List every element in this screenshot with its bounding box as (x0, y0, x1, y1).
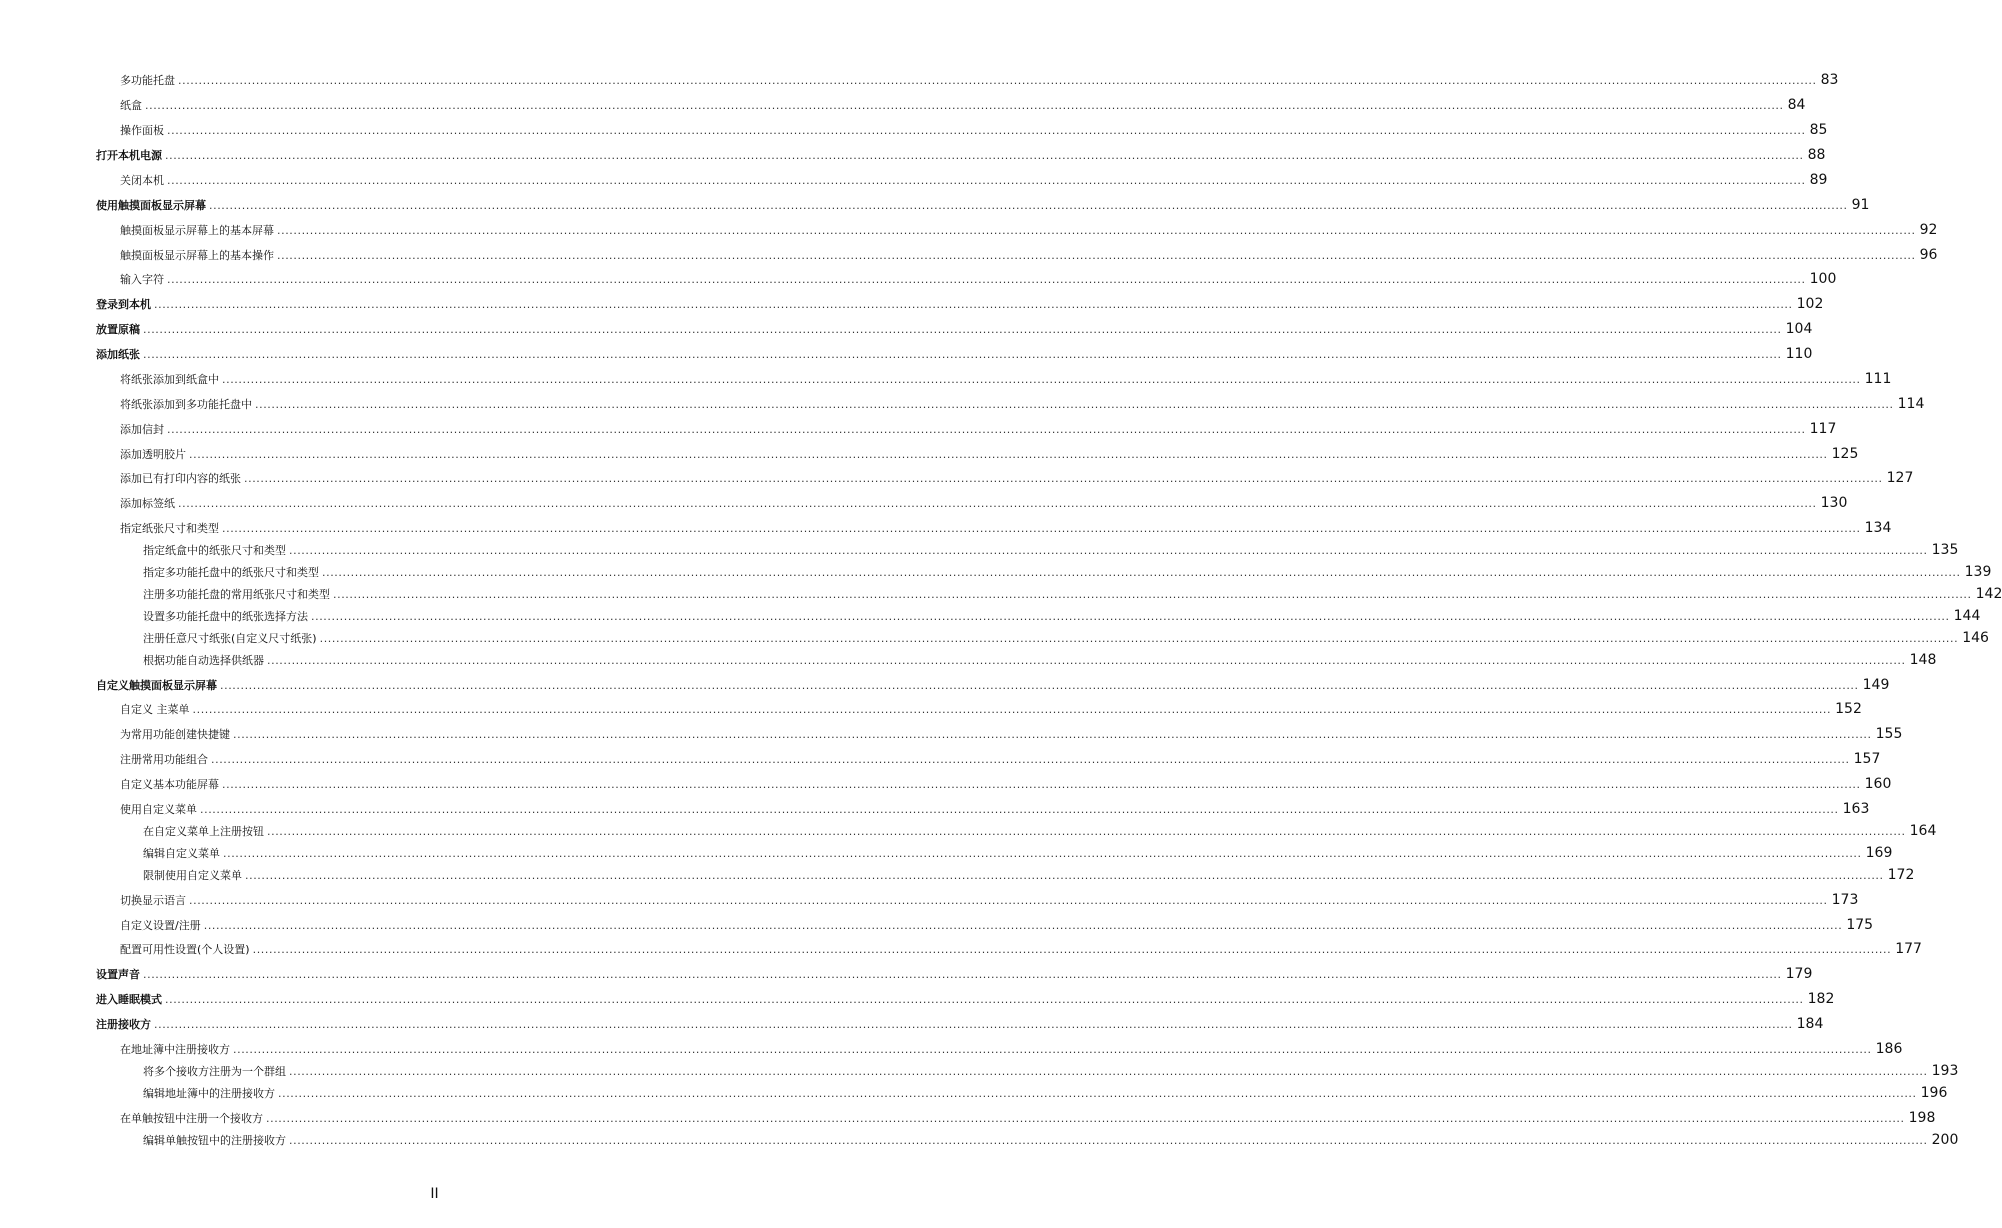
toc-entry-page: 160 (1864, 776, 1892, 792)
toc-entry[interactable] (0, 1106, 1936, 1126)
toc-entry-title: 自定义基本功能屏幕 (120, 778, 219, 791)
toc-entry-page: 104 (1785, 321, 1813, 337)
toc-entry[interactable] (0, 93, 1806, 113)
toc-entry-page: 100 (1809, 271, 1837, 287)
dot-leader: ................................................................................................................................................................................................................................................................................................................................................................................................................ (165, 993, 1804, 1006)
toc-entry-title: 切换显示语言 (120, 894, 186, 907)
toc-entry-title: 在自定义菜单上注册按钮 (143, 825, 264, 838)
toc-entry-title: 设置声音 (96, 968, 140, 981)
toc-entry-title: 触摸面板显示屏幕上的基本屏幕 (120, 224, 274, 237)
toc-entry-title: 放置原稿 (96, 323, 140, 336)
dot-leader: ................................................................................................................................................................................................................................................................................................................................................................................................................ (189, 894, 1828, 907)
dot-leader: ................................................................................................................................................................................................................................................................................................................................................................................................................ (220, 679, 1859, 692)
dot-leader: ................................................................................................................................................................................................................................................................................................................................................................................................................ (143, 323, 1782, 336)
toc-entry[interactable] (0, 863, 1915, 883)
dot-leader: ................................................................................................................................................................................................................................................................................................................................................................................................................ (143, 968, 1782, 981)
toc-entry-title: 将多个接收方注册为一个群组 (143, 1065, 286, 1078)
toc-entry[interactable] (0, 819, 1937, 839)
toc-entry-page: 148 (1909, 652, 1937, 668)
toc-entry-page: 142 (1975, 586, 2002, 602)
toc-entry[interactable] (0, 626, 1989, 646)
toc-entry[interactable] (0, 367, 1892, 387)
toc-entry-page: 134 (1864, 520, 1892, 536)
toc-entry-page: 163 (1842, 801, 1870, 817)
dot-leader: ................................................................................................................................................................................................................................................................................................................................................................................................................ (178, 497, 1817, 510)
toc-entry-page: 149 (1862, 677, 1890, 693)
toc-entry-title: 自定义设置/注册 (120, 919, 201, 932)
dot-leader: ................................................................................................................................................................................................................................................................................................................................................................................................................ (289, 544, 1928, 557)
toc-entry-title: 操作面板 (120, 124, 164, 137)
toc-entry-page: 152 (1835, 701, 1862, 717)
toc-entry[interactable] (0, 168, 1828, 188)
toc-entry[interactable] (0, 772, 1892, 792)
toc-entry-title: 指定纸张尺寸和类型 (120, 522, 219, 535)
toc-entry-page: 85 (1809, 122, 1828, 138)
dot-leader: ................................................................................................................................................................................................................................................................................................................................................................................................................ (267, 654, 1906, 667)
toc-entry-title: 为常用功能创建快捷键 (120, 728, 230, 741)
dot-leader: ................................................................................................................................................................................................................................................................................................................................................................................................................ (189, 448, 1828, 461)
toc-entry[interactable] (0, 267, 1837, 287)
toc-entry[interactable] (0, 797, 1870, 817)
dot-leader: ................................................................................................................................................................................................................................................................................................................................................................................................................ (289, 1134, 1928, 1147)
dot-leader: ................................................................................................................................................................................................................................................................................................................................................................................................................ (255, 398, 1894, 411)
toc-entry[interactable] (0, 582, 2002, 602)
dot-leader: ................................................................................................................................................................................................................................................................................................................................................................................................................ (277, 249, 1916, 262)
dot-leader: ................................................................................................................................................................................................................................................................................................................................................................................................................ (223, 847, 1862, 860)
toc-entry-page: 164 (1909, 823, 1937, 839)
toc-entry[interactable] (0, 888, 1859, 908)
toc-entry[interactable] (0, 442, 1859, 462)
dot-leader: ................................................................................................................................................................................................................................................................................................................................................................................................................ (200, 803, 1839, 816)
toc-entry-page: 135 (1931, 542, 1959, 558)
toc-entry-page: 139 (1964, 564, 1992, 580)
toc-entry[interactable] (0, 68, 1839, 88)
toc-entry-title: 设置多功能托盘中的纸张选择方法 (143, 610, 308, 623)
toc-entry-page: 125 (1831, 446, 1859, 462)
toc-entry-title: 纸盒 (120, 99, 142, 112)
toc-entry-title: 将纸张添加到纸盒中 (120, 373, 219, 386)
dot-leader: ................................................................................................................................................................................................................................................................................................................................................................................................................ (143, 348, 1782, 361)
toc-entry-title: 注册接收方 (96, 1018, 151, 1031)
dot-leader: ................................................................................................................................................................................................................................................................................................................................................................................................................ (222, 778, 1861, 791)
toc-entry[interactable] (0, 962, 1813, 982)
toc-entry[interactable] (0, 722, 1903, 742)
toc-entry-page: 172 (1887, 867, 1915, 883)
dot-leader: ................................................................................................................................................................................................................................................................................................................................................................................................................ (245, 869, 1884, 882)
dot-leader: ................................................................................................................................................................................................................................................................................................................................................................................................................ (244, 472, 1883, 485)
dot-leader: ................................................................................................................................................................................................................................................................................................................................................................................................................ (222, 373, 1861, 386)
toc-entry[interactable] (0, 317, 1813, 337)
toc-entry[interactable] (0, 1059, 1959, 1079)
toc-entry-page: 186 (1875, 1041, 1903, 1057)
dot-leader: ................................................................................................................................................................................................................................................................................................................................................................................................................ (311, 610, 1950, 623)
toc-entry-title: 使用触摸面板显示屏幕 (96, 199, 206, 212)
toc-entry-page: 169 (1865, 845, 1893, 861)
dot-leader: ................................................................................................................................................................................................................................................................................................................................................................................................................ (233, 1043, 1872, 1056)
toc-entry[interactable] (0, 747, 1881, 767)
toc-entry-page: 114 (1897, 396, 1925, 412)
toc-entry-page: 179 (1785, 966, 1813, 982)
toc-entry-title: 添加透明胶片 (120, 448, 186, 461)
toc-entry-title: 限制使用自定义菜单 (143, 869, 242, 882)
toc-entry[interactable] (0, 218, 1938, 238)
toc-entry-title: 关闭本机 (120, 174, 164, 187)
toc-entry[interactable] (0, 466, 1914, 486)
toc-entry-title: 登录到本机 (96, 298, 151, 311)
toc-entry-page: 127 (1886, 470, 1914, 486)
dot-leader: ................................................................................................................................................................................................................................................................................................................................................................................................................ (278, 1087, 1917, 1100)
dot-leader: ................................................................................................................................................................................................................................................................................................................................................................................................................ (322, 566, 1961, 579)
toc-entry[interactable] (0, 392, 1925, 412)
toc-entry-title: 添加已有打印内容的纸张 (120, 472, 241, 485)
toc-entry[interactable] (0, 243, 1938, 263)
dot-leader: ................................................................................................................................................................................................................................................................................................................................................................................................................ (192, 703, 1832, 716)
toc-entry-page: 198 (1908, 1110, 1936, 1126)
toc-entry-page: 88 (1807, 147, 1826, 163)
dot-leader: ................................................................................................................................................................................................................................................................................................................................................................................................................ (203, 919, 1843, 932)
toc-entry-page: 84 (1787, 97, 1806, 113)
dot-leader: ................................................................................................................................................................................................................................................................................................................................................................................................................ (167, 124, 1806, 137)
toc-entry-page: 144 (1953, 608, 1981, 624)
dot-leader: ................................................................................................................................................................................................................................................................................................................................................................................................................ (154, 1018, 1793, 1031)
dot-leader: ................................................................................................................................................................................................................................................................................................................................................................................................................ (167, 423, 1806, 436)
toc-entry-page: 182 (1807, 991, 1835, 1007)
toc-entry-title: 编辑地址簿中的注册接收方 (143, 1087, 275, 1100)
dot-leader: ................................................................................................................................................................................................................................................................................................................................................................................................................ (154, 298, 1793, 311)
toc-entry-title: 打开本机电源 (96, 149, 162, 162)
toc-entry-page: 146 (1962, 630, 1989, 646)
toc-entry[interactable] (0, 193, 1870, 213)
toc-entry[interactable] (0, 143, 1826, 163)
dot-leader: ................................................................................................................................................................................................................................................................................................................................................................................................................ (209, 199, 1848, 212)
toc-entry-title: 配置可用性设置(个人设置) (120, 943, 250, 956)
toc-entry-title: 添加标签纸 (120, 497, 175, 510)
dot-leader: ................................................................................................................................................................................................................................................................................................................................................................................................................ (222, 522, 1861, 535)
toc-entry[interactable] (0, 538, 1959, 558)
toc-entry-title: 编辑自定义菜单 (143, 847, 220, 860)
toc-entry-title: 注册多功能托盘的常用纸张尺寸和类型 (143, 588, 330, 601)
toc-entry-page: 83 (1820, 72, 1839, 88)
toc-entry-page: 110 (1785, 346, 1813, 362)
toc-entry-title: 添加纸张 (96, 348, 140, 361)
toc-entry-page: 155 (1875, 726, 1903, 742)
dot-leader: ................................................................................................................................................................................................................................................................................................................................................................................................................ (252, 943, 1892, 956)
toc-entry-title: 在单触按钮中注册一个接收方 (120, 1112, 263, 1125)
toc-entry[interactable] (0, 913, 1874, 933)
dot-leader: ................................................................................................................................................................................................................................................................................................................................................................................................................ (333, 588, 1972, 601)
toc-entry[interactable] (0, 1037, 1903, 1057)
page-number: II (430, 1186, 439, 1202)
toc-entry-title: 根据功能自动选择供纸器 (143, 654, 264, 667)
toc-entry[interactable] (0, 673, 1890, 693)
toc-entry-title: 进入睡眠模式 (96, 993, 162, 1006)
dot-leader: ................................................................................................................................................................................................................................................................................................................................................................................................................ (289, 1065, 1928, 1078)
toc-entry[interactable] (0, 342, 1813, 362)
toc-entry[interactable] (0, 937, 1922, 957)
toc-entry[interactable] (0, 604, 1981, 624)
dot-leader: ................................................................................................................................................................................................................................................................................................................................................................................................................ (319, 632, 1959, 645)
toc-entry-page: 96 (1919, 247, 1938, 263)
toc-entry-page: 175 (1846, 917, 1874, 933)
dot-leader: ................................................................................................................................................................................................................................................................................................................................................................................................................ (266, 1112, 1905, 1125)
toc-entry[interactable] (0, 118, 1828, 138)
toc-entry[interactable] (0, 841, 1893, 861)
toc-entry-title: 使用自定义菜单 (120, 803, 197, 816)
toc-entry-title: 自定义 主菜单 (120, 703, 190, 716)
dot-leader: ................................................................................................................................................................................................................................................................................................................................................................................................................ (178, 74, 1817, 87)
dot-leader: ................................................................................................................................................................................................................................................................................................................................................................................................................ (233, 728, 1872, 741)
toc-entry-title: 指定多功能托盘中的纸张尺寸和类型 (143, 566, 319, 579)
toc-entry-page: 193 (1931, 1063, 1959, 1079)
toc-entry-title: 输入字符 (120, 273, 164, 286)
toc-entry-title: 将纸张添加到多功能托盘中 (120, 398, 252, 411)
toc-entry[interactable] (0, 516, 1892, 536)
toc-entry[interactable] (0, 1081, 1948, 1101)
toc-entry[interactable] (0, 648, 1937, 668)
toc-entry-page: 130 (1820, 495, 1848, 511)
toc-entry-page: 196 (1920, 1085, 1948, 1101)
toc-entry-page: 200 (1931, 1132, 1959, 1148)
toc-entry-page: 111 (1864, 371, 1892, 387)
dot-leader: ................................................................................................................................................................................................................................................................................................................................................................................................................ (167, 273, 1806, 286)
toc-entry-page: 173 (1831, 892, 1859, 908)
dot-leader: ................................................................................................................................................................................................................................................................................................................................................................................................................ (165, 149, 1804, 162)
dot-leader: ................................................................................................................................................................................................................................................................................................................................................................................................................ (211, 753, 1850, 766)
toc-entry-title: 自定义触摸面板显示屏幕 (96, 679, 217, 692)
toc-entry-title: 注册任意尺寸纸张(自定义尺寸纸张) (143, 632, 317, 645)
toc-entry-title: 编辑单触按钮中的注册接收方 (143, 1134, 286, 1147)
toc-entry-title: 多功能托盘 (120, 74, 175, 87)
toc-entry-title: 注册常用功能组合 (120, 753, 208, 766)
toc-entry-title: 触摸面板显示屏幕上的基本操作 (120, 249, 274, 262)
toc-entry-page: 157 (1853, 751, 1881, 767)
toc-entry[interactable] (0, 417, 1837, 437)
toc-entry[interactable] (0, 697, 1862, 717)
toc-entry-page: 184 (1796, 1016, 1824, 1032)
dot-leader: ................................................................................................................................................................................................................................................................................................................................................................................................................ (267, 825, 1906, 838)
toc-entry[interactable] (0, 292, 1824, 312)
toc-entry-title: 指定纸盒中的纸张尺寸和类型 (143, 544, 286, 557)
dot-leader: ................................................................................................................................................................................................................................................................................................................................................................................................................ (167, 174, 1806, 187)
toc-entry[interactable] (0, 560, 1992, 580)
toc-entry-page: 117 (1809, 421, 1837, 437)
toc-entry[interactable] (0, 491, 1848, 511)
dot-leader: ................................................................................................................................................................................................................................................................................................................................................................................................................ (277, 224, 1916, 237)
toc-entry-title: 在地址簿中注册接收方 (120, 1043, 230, 1056)
toc-entry[interactable] (0, 1012, 1824, 1032)
toc-entry-page: 91 (1851, 197, 1870, 213)
toc-entry-title: 添加信封 (120, 423, 164, 436)
toc-entry-page: 102 (1796, 296, 1824, 312)
toc-entry-page: 89 (1809, 172, 1828, 188)
toc-entry-page: 92 (1919, 222, 1938, 238)
toc-entry[interactable] (0, 987, 1835, 1007)
toc-entry[interactable] (0, 1128, 1959, 1148)
toc-entry-page: 177 (1895, 941, 1922, 957)
dot-leader: ................................................................................................................................................................................................................................................................................................................................................................................................................ (145, 99, 1784, 112)
